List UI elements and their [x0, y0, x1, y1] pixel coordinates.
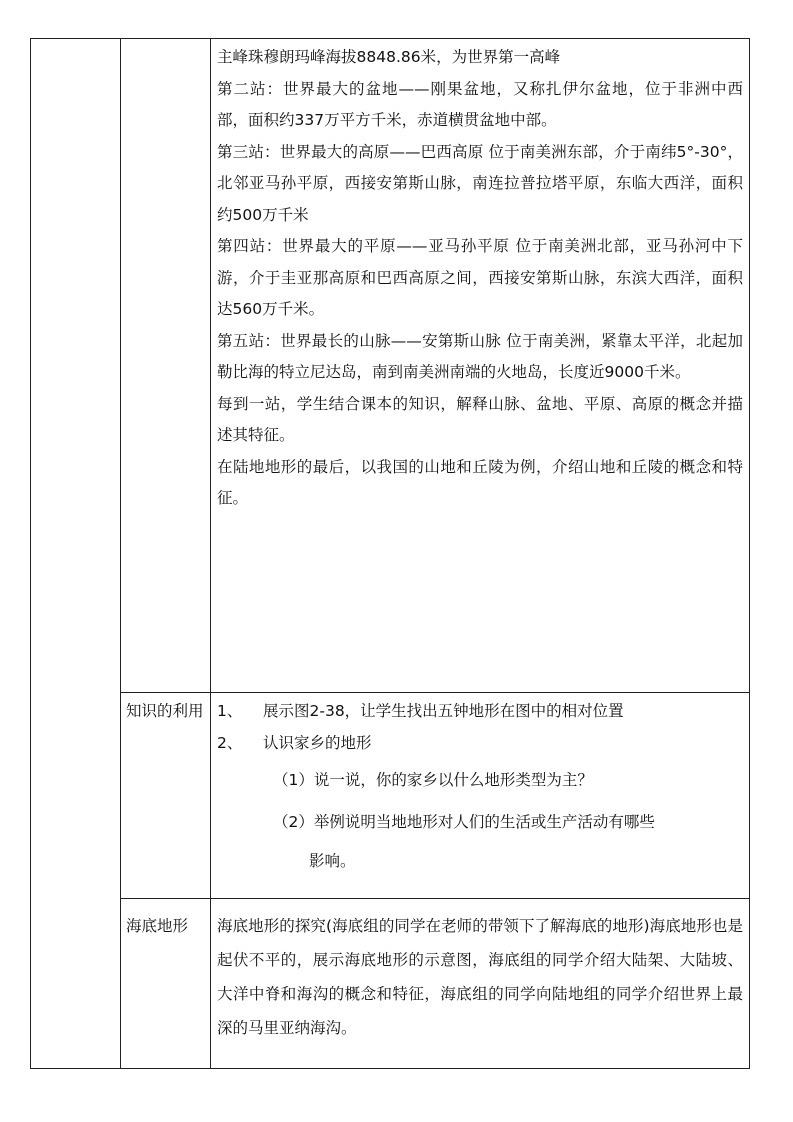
section-label	[121, 39, 211, 693]
content-cell	[211, 693, 750, 899]
paragraph: 主峰珠穆朗玛峰海拔8848.86米，为世界第一高峰	[217, 48, 561, 66]
list-item	[217, 728, 743, 760]
paragraph: 在陆地地形的最后，以我国的山地和丘陵为例，介绍山地和丘陵的概念和特征。	[217, 457, 743, 507]
list-text: 认识家乡的地形	[263, 733, 372, 752]
list-number: 1、	[217, 702, 243, 720]
table-row	[31, 693, 750, 899]
sub-list-item	[273, 801, 743, 843]
lesson-plan-table	[30, 38, 750, 1069]
paragraph: 海底地形的探究(海底组的同学在老师的带领下了解海底的地形)海底地形也是起伏不平的，展示海底地形的示意图，海底组的同学介绍大陆架、大陆坡、大洋中脊和海沟的概念和特征，海底组的同学向陆地组的同学介绍世界上最深的马里亚纳海沟。	[217, 917, 743, 1037]
sub-list-number: （1）	[273, 771, 314, 789]
paragraph: 第三站：世界最大的高原——巴西高原 位于南美洲东部，介于南纬5°-30°，北邻亚马孙平原，西接安第斯山脉，南连拉普拉塔平原，东临大西洋，面积约500万千米	[217, 142, 743, 224]
table-row	[31, 899, 750, 1069]
sub-list-text: 说一说，你的家乡以什么地形类型为主？	[313, 771, 593, 789]
table-row	[31, 39, 750, 693]
section-label: 知识的利用	[121, 693, 211, 899]
sub-list-text: 举例说明当地地形对人们的生活或生产活动有哪些	[313, 813, 655, 831]
list-item	[217, 696, 743, 728]
paragraph: 每到一站，学生结合课本的知识，解释山脉、盆地、平原、高原的概念并描述其特征。	[217, 394, 743, 444]
paragraph: 第四站：世界最大的平原——亚马孙平原 位于南美洲北部，亚马孙河中下游，介于圭亚那高原和巴西高原之间，西接安第斯山脉，东滨大西洋，面积达560万千米。	[217, 237, 743, 318]
list-number: 2、	[217, 733, 243, 752]
sub-list-item	[273, 759, 743, 801]
section-label: 海底地形	[121, 899, 211, 1069]
paragraph: 第五站：世界最长的山脉——安第斯山脉 位于南美洲，紧靠太平洋，北起加勒比海的特立尼达岛，南到南美洲南端的火地岛，长度近9000千米。	[217, 331, 743, 381]
paragraph: 第二站：世界最大的盆地——刚果盆地，又称扎伊尔盆地，位于非洲中西部，面积约337万平方千米，赤道横贯盆地中部。	[217, 79, 743, 129]
content-cell	[211, 39, 750, 693]
sub-list-continuation: 影响。	[309, 852, 356, 870]
stage-cell	[31, 39, 121, 1069]
content-cell	[211, 899, 750, 1069]
list-text: 展示图2-38，让学生找出五钟地形在图中的相对位置	[263, 702, 624, 720]
sub-list-number: （2）	[273, 813, 314, 831]
